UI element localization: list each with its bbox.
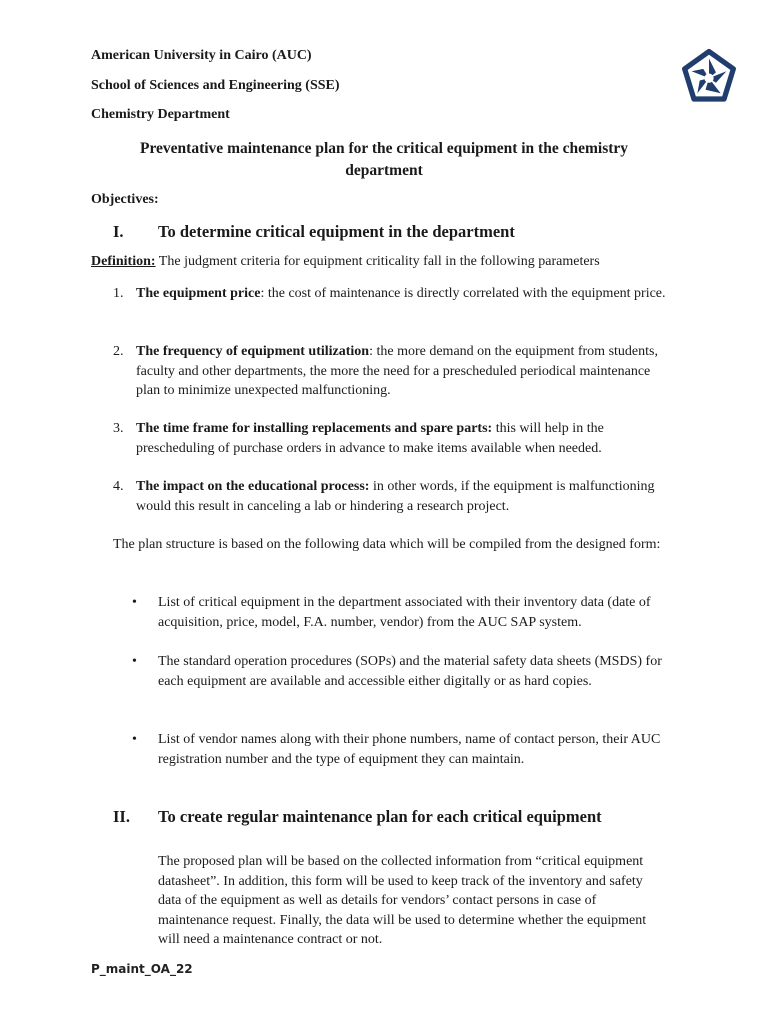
objectives-label: Objectives: xyxy=(91,192,159,207)
section-1-number: I. xyxy=(113,222,124,241)
section-2-heading xyxy=(0,807,768,829)
criteria-item-3 xyxy=(113,419,673,458)
section-2-paragraph: The proposed plan will be based on the collected information from “critical equipment datasheet”. In addition, this form will be used to keep track of the inventory and safety data of the equipment as well as details for vendors’ contact persons in case of maintenance request. Finally, the data will be used to determine whether the equipment will need a maintenance contract or not. xyxy=(158,854,647,947)
criteria-item-2 xyxy=(113,342,673,401)
section-1-title: To determine critical equipment in the department xyxy=(158,222,515,241)
criteria-text: this will help in the prescheduling of purchase orders in advance to make items available when needed. xyxy=(136,421,604,456)
university-name: American University in Cairo (AUC) xyxy=(91,48,312,63)
plan-intro-paragraph: The plan structure is based on the following data which will be compiled from the designed form: xyxy=(113,537,661,552)
criteria-term: The impact on the educational process: xyxy=(136,479,370,494)
definition-text: The judgment criteria for equipment criticality fall in the following parameters xyxy=(155,254,600,269)
bullet-text: The standard operation procedures (SOPs) and the material safety data sheets (MSDS) for each equipment are available and accessible either digitally or as hard copies. xyxy=(158,654,662,689)
criteria-number: 4. xyxy=(113,479,124,494)
criteria-item-1 xyxy=(113,284,673,304)
criteria-term: The equipment price xyxy=(136,286,261,301)
criteria-text: : the cost of maintenance is directly correlated with the equipment price. xyxy=(260,286,666,301)
bullet-text: List of vendor names along with their phone numbers, name of contact person, their AUC registration number and the type of equipment they can maintain. xyxy=(158,732,661,767)
bullet-icon: • xyxy=(132,732,137,747)
bullet-item-1 xyxy=(132,593,672,632)
criteria-term: The frequency of equipment utilization xyxy=(136,344,370,359)
criteria-term: The time frame for installing replacements and spare parts: xyxy=(136,421,493,436)
section-2-title: To create regular maintenance plan for each critical equipment xyxy=(158,807,602,826)
criteria-text: in other words, if the equipment is malfunctioning would this result in canceling a lab or hindering a research project. xyxy=(136,479,655,514)
criteria-number: 2. xyxy=(113,344,124,359)
department-name: Chemistry Department xyxy=(91,107,230,122)
document-title: Preventative maintenance plan for the critical equipment in the chemistry department xyxy=(139,140,629,179)
school-name: School of Sciences and Engineering (SSE) xyxy=(91,78,340,93)
auc-logo-icon xyxy=(680,48,738,106)
bullet-icon: • xyxy=(132,654,137,669)
bullet-item-2 xyxy=(132,652,672,691)
bullet-text: List of critical equipment in the department associated with their inventory data (date of acquisition, price, model, F.A. number, vendor) from the AUC SAP system. xyxy=(158,595,651,630)
section-2-number: II. xyxy=(113,807,130,826)
criteria-number: 1. xyxy=(113,286,124,301)
definition-label: Definition: xyxy=(91,254,156,269)
definition-line xyxy=(91,254,600,270)
bullet-item-3 xyxy=(132,730,672,769)
criteria-text: : the more demand on the equipment from students, faculty and other departments, the more the need for a prescheduled periodical maintenance plan to minimize unexpected malfunctioning. xyxy=(136,344,658,398)
criteria-number: 3. xyxy=(113,421,124,436)
section-1-heading xyxy=(0,222,768,244)
document-footer-code: P_maint_OA_22 xyxy=(91,962,193,976)
bullet-icon: • xyxy=(132,595,137,610)
criteria-item-4 xyxy=(113,477,673,516)
